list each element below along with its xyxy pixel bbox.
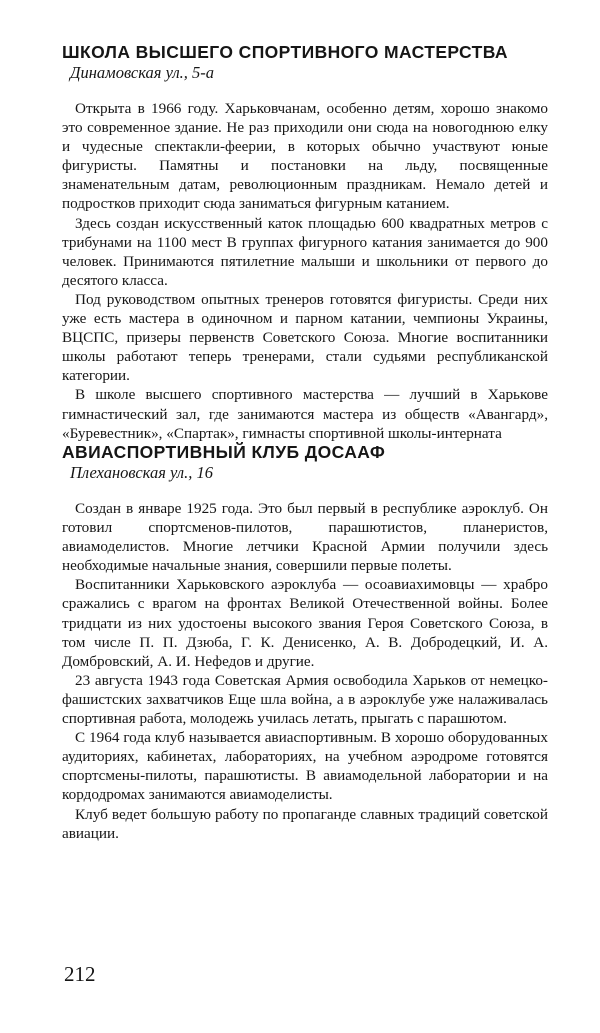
section-title: АВИАСПОРТИВНЫЙ КЛУБ ДОСААФ [62,442,386,462]
section-address: Динамовская ул., 5-а [70,63,215,82]
section-title: ШКОЛА ВЫСШЕГО СПОРТИВНОГО МАСТЕРСТВА [62,42,508,62]
paragraph: Открыта в 1966 году. Харьковчанам, особенно детям, хорошо знакомо это современное здание. Не раз приходили они сюда на новогоднюю елку и чудесные спектакли-феерии, в которых обычно участвуют юные фигуристы. Памятны и постановки на льду, посвященные знаменательным датам, революционным праздникам. Немало детей и подростков приходит сюда заниматься фигурным катанием. [62,100,548,213]
paragraph: Создан в январе 1925 года. Это был первый в республике аэроклуб. Он готовил спортсменов-пилотов, парашютистов, планеристов, авиамоделистов. Многие летчики Красной Армии получили здесь необходимые начальные знания, совершили первые полеты. [62,500,548,575]
page-number: 212 [64,962,96,986]
paragraph: Клуб ведет большую работу по пропаганде славных традиций советской авиации. [62,805,548,842]
paragraph: Воспитанники Харьковского аэроклуба — осоавиахимовцы — храбро сражались с врагом на фронтах Великой Отечественной войны. Более тридцати из них удостоены высокого звания Героя Советского Союза, в том числе П. П. Дзюба, Г. К. Денисенко, А. В. Добродецкий, И. А. Домбровский, А. И. Нефедов и другие. [62,576,548,670]
paragraph: В школе высшего спортивного мастерства — лучший в Харькове гимнастический зал, где занимаются мастера из обществ «Авангард», «Буревестник», «Спартак», гимнасты спортивной школы-интерната [62,386,548,442]
section-aviation-club [62,442,548,843]
paragraph: 23 августа 1943 года Советская Армия освободила Харьков от немецко-фашистских захватчиков Еще шла война, а в аэроклубе уже налаживалась спортивная работа, молодежь училась летать, прыгать с парашютом. [62,671,548,728]
section-sports-school [62,42,548,443]
paragraph: Под руководством опытных тренеров готовятся фигуристы. Среди них уже есть мастера в одиночном и парном катании, чемпионы Украины, ВЦСПС, призеры первенств Советского Союза. Многие воспитанники школы работают теперь тренерами, стали судьями республиканской категории. [62,290,548,385]
paragraph: Здесь создан искусственный каток площадью 600 квадратных метров с трибунами на 1100 мест В группах фигурного катания занимается до 900 человек. Принимаются пятилетние малыши и школьники от первого до десятого класса. [62,214,548,289]
section-address: Плехановская ул., 16 [70,463,213,482]
paragraph: С 1964 года клуб называется авиаспортивным. В хорошо оборудованных аудиториях, кабинетах, лабораториях, на учебном аэродроме готовятся спортсмены-пилоты, парашютисты. В авиамодельной лаборатории и на кордодромах занимаются авиамоделисты. [62,729,548,804]
